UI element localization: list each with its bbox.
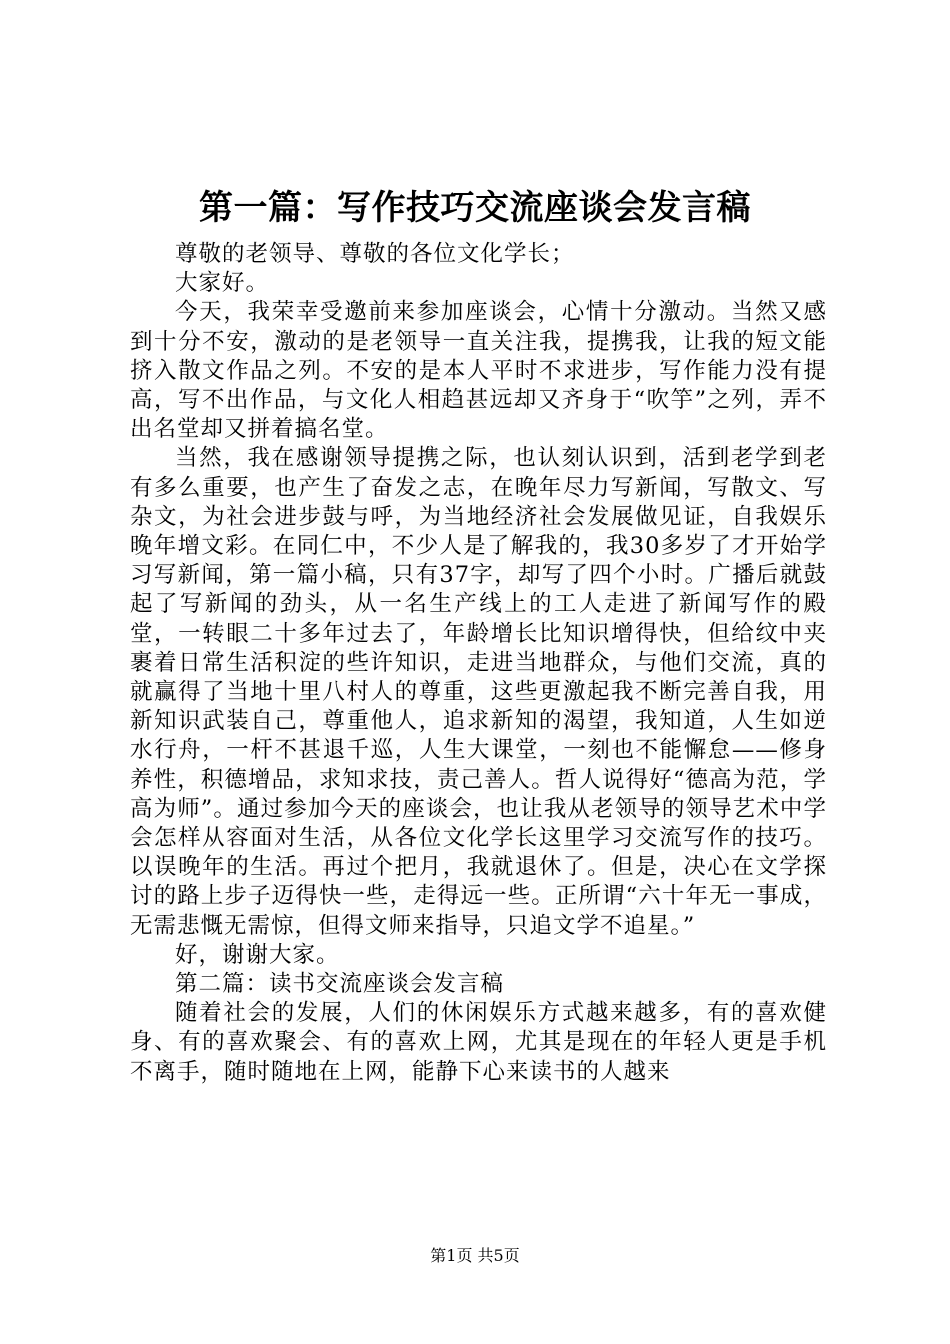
- page-footer: 第1页 共5页: [430, 1246, 520, 1265]
- closing-line: 好，谢谢大家。: [175, 941, 340, 968]
- body-paragraph: 今天，我荣幸受邀前来参加座谈会，心情十分激动。当然又感到十分不安，激动的是老领导一直关注我，提携我，让我的短文能挤入散文作品之列。不安的是本人平时不求进步，写作能力没有提高，写不出作品，与文化人相趋甚远却又齐身于“吹竽”之列，弄不出名堂却又拼着搞名堂。: [130, 299, 827, 443]
- section-heading: 第二篇：读书交流座谈会发言稿: [175, 971, 505, 998]
- body-paragraph: 随着社会的发展，人们的休闲娱乐方式越来越多，有的喜欢健身、有的喜欢聚会、有的喜欢上网，尤其是现在的年轻人更是手机不离手，随时随地在上网，能静下心来读书的人越来: [130, 1000, 827, 1085]
- document-title: 第一篇：写作技巧交流座谈会发言稿: [199, 188, 751, 228]
- salutation: 尊敬的老领导、尊敬的各位文化学长；: [175, 241, 575, 267]
- greeting: 大家好。: [175, 270, 270, 297]
- body-paragraph: 当然，我在感谢领导提携之际，也认刻认识到，活到老学到老有多么重要，也产生了奋发之志，在晚年尽力写新闻，写散文、写杂文，为社会进步鼓与呼，为当地经济社会发展做见证，自我娱乐晚年增文彩。在同仁中，不少人是了解我的，我30多岁了才开始学习写新闻，第一篇小稿，只有37字，却写了四个小时。广播后就鼓起了写新闻的劲头，从一名生产线上的工人走进了新闻写作的殿堂，一转眼二十多年过去了，年龄增长比知识增得快，但给纹中夹裹着日常生活积淀的些许知识，走进当地群众，与他们交流，真的就赢得了当地十里八村人的尊重，这些更激起我不断完善自我，用新知识武装自己，尊重他人，追求新知的渴望，我知道，人生如逆水行舟，一杆不甚退千巡，人生大课堂，一刻也不能懈怠——修身养性，积德增品，求知求技，责己善人。哲人说得好“德高为范，学高为师”。通过参加今天的座谈会，也让我从老领导的领导艺术中学会怎样从容面对生活，从各位文化学长这里学习交流写作的技巧。以误晚年的生活。再过个把月，我就退休了。但是，决心在文学探讨的路上步子迈得快一些，走得远一些。正所谓“六十年无一事成，无需悲慨无需惊，但得文师来指导，只追文学不追星。”: [130, 445, 827, 939]
- document-body: [130, 240, 827, 1087]
